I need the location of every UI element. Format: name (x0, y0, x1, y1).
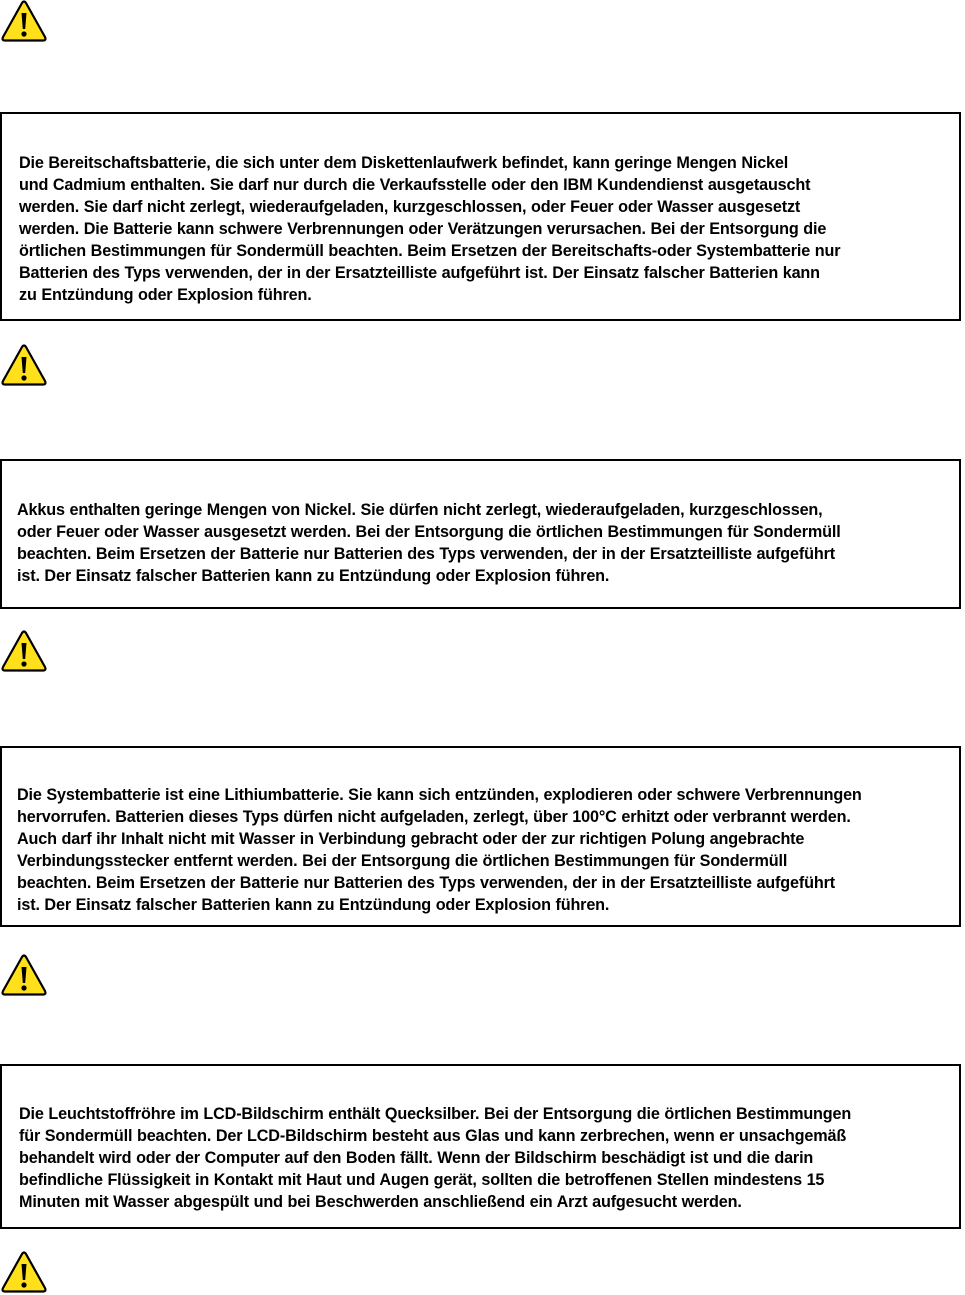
notice-box-backup-battery (0, 112, 961, 321)
notice-text: Die Bereitschaftsbatterie, die sich unter dem Diskettenlaufwerk befindet, kann geringe Mengen Nickel und Cadmium enthalten. Sie darf nur durch die Verkaufsstelle oder den IBM Kundendienst ausgetauscht werden. Sie darf nicht zerlegt, wiederaufgeladen, kurzgeschlossen, oder Feuer oder Wasser ausgesetzt werden. Die Batterie kann schwere Verbrennungen oder Verätzungen verursachen. Bei der Entsorgung die örtlichen Bestimmungen für Sondermüll beachten. Beim Ersetzen der Bereitschafts-oder Systembatterie nur Batterien des Typs verwenden, der in der Ersatzteilliste aufgeführt ist. Der Einsatz falscher Batterien kann zu Entzündung oder Explosion führen. (19, 154, 841, 304)
notice-text: Die Systembatterie ist eine Lithiumbatterie. Sie kann sich entzünden, explodieren oder schwere Verbrennungen hervorrufen. Batterien dieses Typs dürfen nicht aufgeladen, zerlegt, über 100°C erhitzt oder verbrannt werden. Auch darf ihr Inhalt nicht mit Wasser in Verbindung gebracht oder der zur richtigen Polung angebrachte Verbindungsstecker entfernt werden. Bei der Entsorgung die örtlichen Bestimmungen für Sondermüll beachten. Beim Ersetzen der Batterie nur Batterien des Typs verwenden, der in der Ersatzteilliste aufgeführt ist. Der Einsatz falscher Batterien kann zu Entzündung oder Explosion führen. (17, 786, 862, 914)
warning-triangle-icon (0, 1251, 48, 1295)
warning-triangle-icon (0, 344, 48, 388)
warning-triangle-icon (0, 630, 48, 674)
notice-box-rechargeable-battery (0, 459, 961, 609)
notice-text: Die Leuchtstoffröhre im LCD-Bildschirm enthält Quecksilber. Bei der Entsorgung die örtlichen Bestimmungen für Sondermüll beachten. Der LCD-Bildschirm besteht aus Glas und kann zerbrechen, wenn er unsachgemäß behandelt wird oder der Computer auf den Boden fällt. Wenn der Bildschirm beschädigt ist und die darin befindliche Flüssigkeit in Kontakt mit Haut und Augen gerät, sollten die betroffenen Stellen mindestens 15 Minuten mit Wasser abgespült und bei Beschwerden anschließend ein Arzt aufgesucht werden. (19, 1105, 852, 1211)
notice-box-lithium-battery (0, 746, 961, 927)
warning-triangle-icon (0, 0, 48, 44)
notice-box-lcd-mercury (0, 1064, 961, 1229)
warning-triangle-icon (0, 954, 48, 998)
notice-text: Akkus enthalten geringe Mengen von Nickel. Sie dürfen nicht zerlegt, wiederaufgeladen, kurzgeschlossen, oder Feuer oder Wasser ausgesetzt werden. Bei der Entsorgung die örtlichen Bestimmungen für Sondermüll beachten. Beim Ersetzen der Batterie nur Batterien des Typs verwenden, der in der Ersatzteilliste aufgeführt ist. Der Einsatz falscher Batterien kann zu Entzündung oder Explosion führen. (17, 501, 841, 585)
